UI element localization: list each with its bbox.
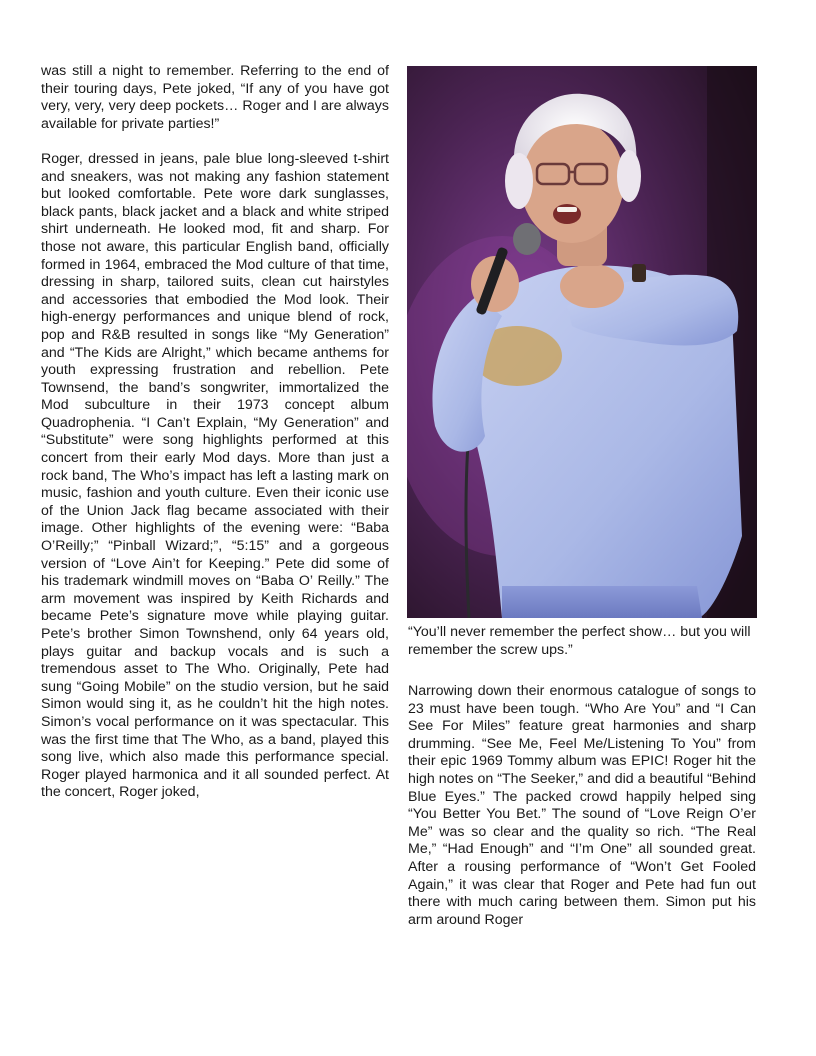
paragraph: Narrowing down their enormous catalogue of songs to 23 must have been tough. “Who Are You” and “I Can See For Miles” feature great harmonies and sharp drumming. “See Me, Feel Me/Listening To You” from their epic 1969 Tommy album was EPIC! Roger hit the high notes on “The Seeker,” and did a beautiful “Behind Blue Eyes.” The packed crowd happily helped sing “You Better You Bet.” The sound of “Love Reign O’er Me” was so clear and the quality so rich. “The Real Me,” “Had Enough” and “I’m One” all sounded great. After a rousing performance of “Won’t Get Fooled Again,” it was clear that Roger and Pete had fun out there with much caring between them. Simon put his arm around Roger [408, 683, 756, 928]
paragraph: was still a night to remember. Referring to the end of their touring days, Pete joked, “If any of you have got very, very, very deep pockets… Roger and I are always available for private parties!” [41, 63, 389, 132]
left-column [41, 63, 389, 802]
paragraph: Roger, dressed in jeans, pale blue long-sleeved t-shirt and sneakers, was not making any fashion statement but looked comfortable. Pete wore dark sunglasses, black pants, black jacket and a black and white striped shirt underneath. He looked mod, fit and sharp. For those not aware, this particular English band, officially formed in 1964, embraced the Mod culture of that time, dressing in sharp, tailored suits, clean cut hairstyles and accessories that embodied the Mod look. Their high-energy performances and unique blend of rock, pop and R&B resulted in songs like “My Generation” and “The Kids are Alright,” which became anthems for youth expressing frustration and rebellion. Pete Townsend, the band’s songwriter, immortalized the Mod subculture in their 1973 concept album Quadrophenia. “I Can’t Explain, “My Generation” and “Substitute” were song highlights performed at this concert from their early Mod days. More than just a rock band, The Who’s impact has left a lasting mark on music, fashion and youth culture. Even their iconic use of the Union Jack flag became associated with their image. Other highlights of the evening were: “Baba O’Reilly;” “Pinball Wizard;”, “5:15” and a gorgeous version of “Love Ain’t for Keeping.” Pete did some of his trademark windmill moves on “Baba O’ Reilly.” The arm movement was inspired by Keith Richards and became Pete’s signature move while playing guitar. Pete’s brother Simon Townshend, only 64 years old, plays guitar and backup vocals and is such a tremendous asset to The Who. Originally, Pete had sung “Going Mobile” on the studio version, but he said Simon would sing it, as he couldn’t hit the high notes. Simon’s vocal performance on it was spectacular. This was the first time that The Who, as a band, played this song live, which also made this performance special. Roger played harmonica and it all sounded perfect. At the concert, Roger joked, [41, 150, 389, 801]
right-column [408, 683, 756, 929]
photo-caption: “You’ll never remember the perfect show… but you will remember the screw ups.” [408, 624, 751, 658]
concert-photo [407, 66, 757, 618]
